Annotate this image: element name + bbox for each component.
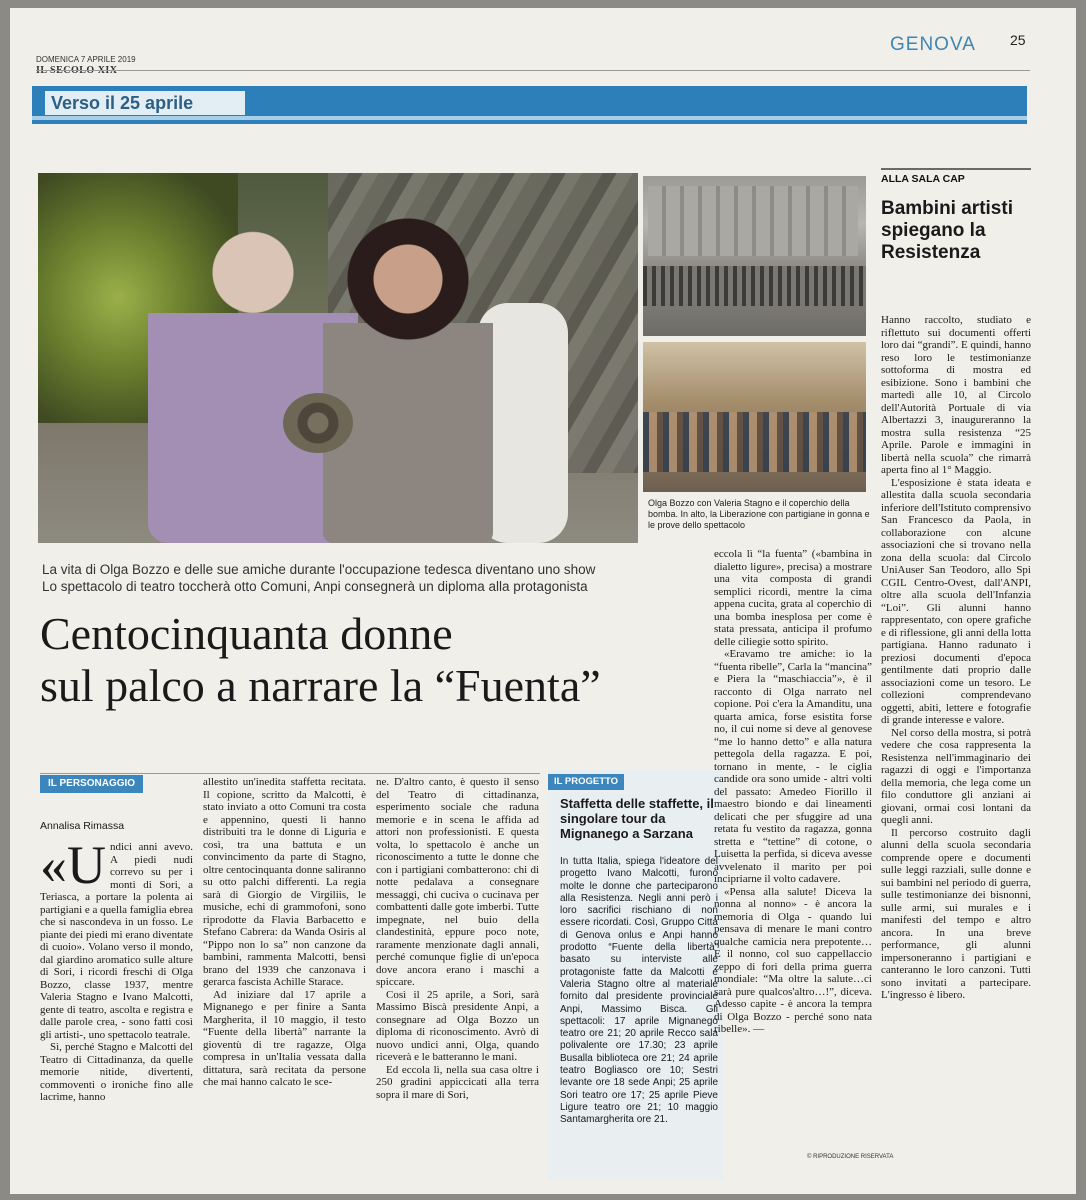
paragraph: Così il 25 aprile, a Sori, sarà Massimo Biscà presidente Anpi, a consegnare ad Olga Bozzo un diploma di riconoscimento. Avrò di nuovo undici anni, Olga, quando riceverà e le batteranno le mani. [376, 988, 539, 1063]
article-column-1 [40, 841, 193, 1186]
project-box [548, 770, 723, 1180]
topic-label: Verso il 25 aprile [45, 91, 245, 115]
photo-rehearsal-people [643, 412, 866, 472]
paragraph: eccola lì “la fuenta” («bambina in dialetto ligure», precisa) a mostrare una vita composta di grandi semplici ricordi, mentre la cima appena cucita, grata al coperchio di una bomba inesplosa per come è stata pressata, anticipa il profumo delle ciliegie sotto spirito. [714, 548, 872, 648]
project-title: Staffetta delle staffette, il singolare tour da Mignanego a Sarzana [560, 796, 714, 841]
photo-buildings [648, 186, 858, 256]
copyright-note: © RIPRODUZIONE RISERVATA [807, 1154, 894, 1160]
headline-line-2: sul palco a narrare la “Fuenta” [40, 660, 601, 711]
article-rule [40, 773, 540, 774]
photo-caption: Olga Bozzo con Valeria Stagno e il coperchio della bomba. In alto, la Liberazione con partigiane in gonna e le prove dello spettacolo [648, 498, 870, 530]
liberation-photo [643, 176, 866, 336]
subtitle-line-2: Lo spettacolo di teatro toccherà otto Comuni, Anpi consegnerà un diploma alla protagonista [42, 579, 588, 594]
masthead [36, 54, 136, 76]
headline-line-1: Centocinquanta donne [40, 608, 453, 659]
headline [40, 608, 720, 712]
header-rule [36, 70, 1030, 71]
paragraph: Nel corso della mostra, si potrà vedere che cosa rappresenta la Resistenza nell'immaginario dei ragazzi di oggi e l'importanza della memoria, che lega come un filo conduttore gli anziani ai giovani, ormai così lontani da quegli anni. [881, 726, 1031, 826]
paragraph: Hanno raccolto, studiato e riflettuto sui documenti offerti loro dai “grandi”. E quindi, hanno reso loro le testimonianze sottoforma di mostra ed esibizione. Sono i bambini che martedì alle 10, al Circolo dell'Autorità Portuale di via Albertazzi 3, inaugureranno la mostra sulla resistenza “25 Aprile. Parole e immagini in libertà nella scuola” che rimarrà aperta fino al 1° Maggio. [881, 314, 1031, 476]
band-stripe [32, 116, 1027, 120]
sidebar-title: Bambini artisti spiegano la Resistenza [881, 198, 1013, 263]
topic-band [32, 86, 1027, 124]
kicker-tag: IL PERSONAGGIO [40, 775, 143, 793]
section-name: GENOVA [890, 34, 976, 55]
sidebar-kicker: ALLA SALA CAP [881, 173, 965, 185]
article-column-4 [714, 548, 872, 1153]
paragraph: Il percorso costruito dagli alunni della scuola secondaria comprende opere e documenti sulle leggi razziali, sulle donne e sui bambini nel periodo di guerra, sulle testimonianze dei bisnonni, sulle armi, sui murales e i manifesti del tempo e altro ancora. In una breve performance, gli alunni impersoneranno i partigiani e canteranno le loro canzoni. Tutti sono invitati a partecipare. L'ingresso è libero. [881, 826, 1031, 1001]
photo-bomb-lid [283, 393, 353, 453]
photo-marching-crowd [643, 266, 866, 306]
newspaper-page [10, 8, 1076, 1194]
paragraph: ne. D'altro canto, è questo il senso del Teatro di cittadinanza, esperimento sociale che raduna memorie e in scena le affida ad attori non professionisti. E questa volta, lo spettacolo è anche un riconoscimento a tutte le donne che con i partigiani combatterono: chi di notte pedalava a consegnare messaggi, chi cuciva o cucinava per combattenti dalle gote imberbi. Tutte impegnate, nel buio della clandestinità, eppure poco note, raramente menzionate dagli annali, perché comunque figlie di un'epoca dove ancora erano i maschi a spiccare. [376, 776, 539, 988]
paragraph: «Eravamo tre amiche: io la “fuenta ribelle”, Carla la “mancina” e Piera la “maschiaccia”», è il racconto di Olga narrato nel copione. Poi c'era la Amanditu, una quarta amica, forse esistita forse no, il cui nome si deve al genovese “me lo hanno detto” e alla natura pettegola della ragazza. E poi, tornano in mente, - le ciglia candide ora sono umide - altri volti del passato: Amedeo Fiorillo il maestro biondo e dai lineamenti delicati che per sfuggire ad una retata fu vestito da ragazza, gonna stretta e “tettine” di cotone, o Luisetta la perfida, si diceva avesse avvelenato il marito per poi incipriarne il volto cadavere. [714, 648, 872, 885]
paragraph: «Pensa alla salute! Diceva la nonna al nonno» - è ancora la memoria di Olga - quando lui pensava di menare le mani contro qualche camicia nera prepotente… E il nonno, col suo cappellaccio zeppo di fori della prima guerra mondiale: “Ma oltre la salute…ci sarà pure qualcos'altro…!”, diceva. Adesso capite - è ancora la tempra di Olga Bozzo - perché sono nata ribelle». — [714, 885, 872, 1035]
issue-date: DOMENICA 7 APRILE 2019 [36, 55, 136, 64]
dropcap: «U [40, 841, 106, 895]
paragraph: Ad iniziare dal 17 aprile a Mignanego e per finire a Santa Margherita, il 10 maggio, il testo “Fuente della libertà” narrante la gioventù di tre ragazze, Olga compresa in un'Italia vessata dalla dittatura, sarà recitata da persone che mai hanno calcato le sce- [203, 988, 366, 1088]
main-photo [38, 173, 638, 543]
project-tag: IL PROGETTO [548, 774, 624, 790]
author: Annalisa Rimassa [40, 820, 125, 832]
paragraph: ndici anni avevo. A piedi nudi correvo su per i monti di Sori, a Teriasca, a portare la polenta ai partigiani e a quella famiglia ebrea che si nascondeva in un fosso. Le piante dei piedi mi erano diventate di cuoio». Volano verso il mondo, dal giardino aromatico sulle alture di Sori, i ricordi freschi di Olga Bozzo, classe 1937, mentre Valeria Stagno e Ivano Malcotti, gente di teatro, ascolta e registra e dalle parole crea, - sono fatti così gli artisti-, uno spettacolo teatrale. [40, 841, 193, 1041]
sidebar-text [881, 314, 1031, 1154]
article-column-2 [203, 776, 366, 1186]
page-number: 25 [1010, 32, 1026, 48]
paragraph: allestito un'inedita staffetta recitata. Il copione, scritto da Malcotti, è stato inviato a otto Comuni tra costa e appennino, questi li hanno distribuiti tra le donne di Liguria e così, tra una battuta e un convincimento da parte di Stagno, oltre centocinquanta donne saliranno su otto palchi differenti. La regia sarà di Giorgio de Virgiliis, le musiche, echi di grammofoni, sono riprodotte da Flavia Barbacetto e Stefano Cabrera: da Wanda Osiris al “Pippo non lo sa” non canzone da bambini, rammenta Malcotti, bensì brano del 1939 che canzonava i gerarca fascista Achille Starace. [203, 776, 366, 988]
article-column-3 [376, 776, 539, 1186]
sidebar-rule [881, 168, 1031, 170]
rehearsal-photo [643, 342, 866, 492]
project-text: In tutta Italia, spiega l'ideatore del progetto Ivano Malcotti, furono molte le donne che parteciparono alla Resistenza. Negli anni però i loro sacrifici rischiano di non essere ricordati. Così, Gruppo Città di Genova onlus e Anpi hanno prodotto “Fuente della libertà” basato su interviste alle protagoniste fatte da Malcotti e Valeria Stagno oltre al materiale fornito dal presidente provinciale Anpi, Massimo Bisca. Gli spettacoli: 17 aprile Mignanego teatro ore 21; 20 aprile Recco sala polivalente ore 17.30; 23 aprile Busalla biblioteca ore 21; 24 aprile teatro Bogliasco ore 10; Sestri levante ore 18 sede Anpi; 25 aprile Sori teatro ore 17; 25 aprile Pieve Ligure teatro ore 21; 10 maggio Santamargherita ore 21. [560, 856, 718, 1126]
paragraph: Ed eccola lì, nella sua casa oltre i 250 gradini appiccicati alla terra sopra il mare di Sori, [376, 1063, 539, 1101]
subtitle-line-1: La vita di Olga Bozzo e delle sue amiche durante l'occupazione tedesca diventano uno show [42, 562, 596, 577]
photo-valeria [323, 213, 493, 543]
paragraph: L'esposizione è stata ideata e allestita dalla scuola secondaria inferiore dell'Istituto comprensivo San Francesco da Paola, in collaborazione con alcune associazioni che si trovano nella zona della scuola: dal Circolo UniAuser San Teodoro, allo Spi CGIL Centro-Ovest, dall'ANPI, oltre alla scuola dell'Infanzia “Loi”. Gli alunni hanno rappresentato, con opere grafiche e di riflessione, gli anni della lotta partigiana. Hanno radunato i preziosi documenti d'epoca gentilmente dati proprio dalle associazioni come un tesoro. Le collezioni comprendevano oggetti, abiti, lettere e fotografie di grande interesse e valore. [881, 476, 1031, 726]
subtitle [42, 561, 722, 595]
paragraph: Sì, perché Stagno e Malcotti del Teatro di Cittadinanza, da quelle memorie nitide, divertenti, commoventi o ironiche fino alle lacrime, hanno [40, 1041, 193, 1103]
